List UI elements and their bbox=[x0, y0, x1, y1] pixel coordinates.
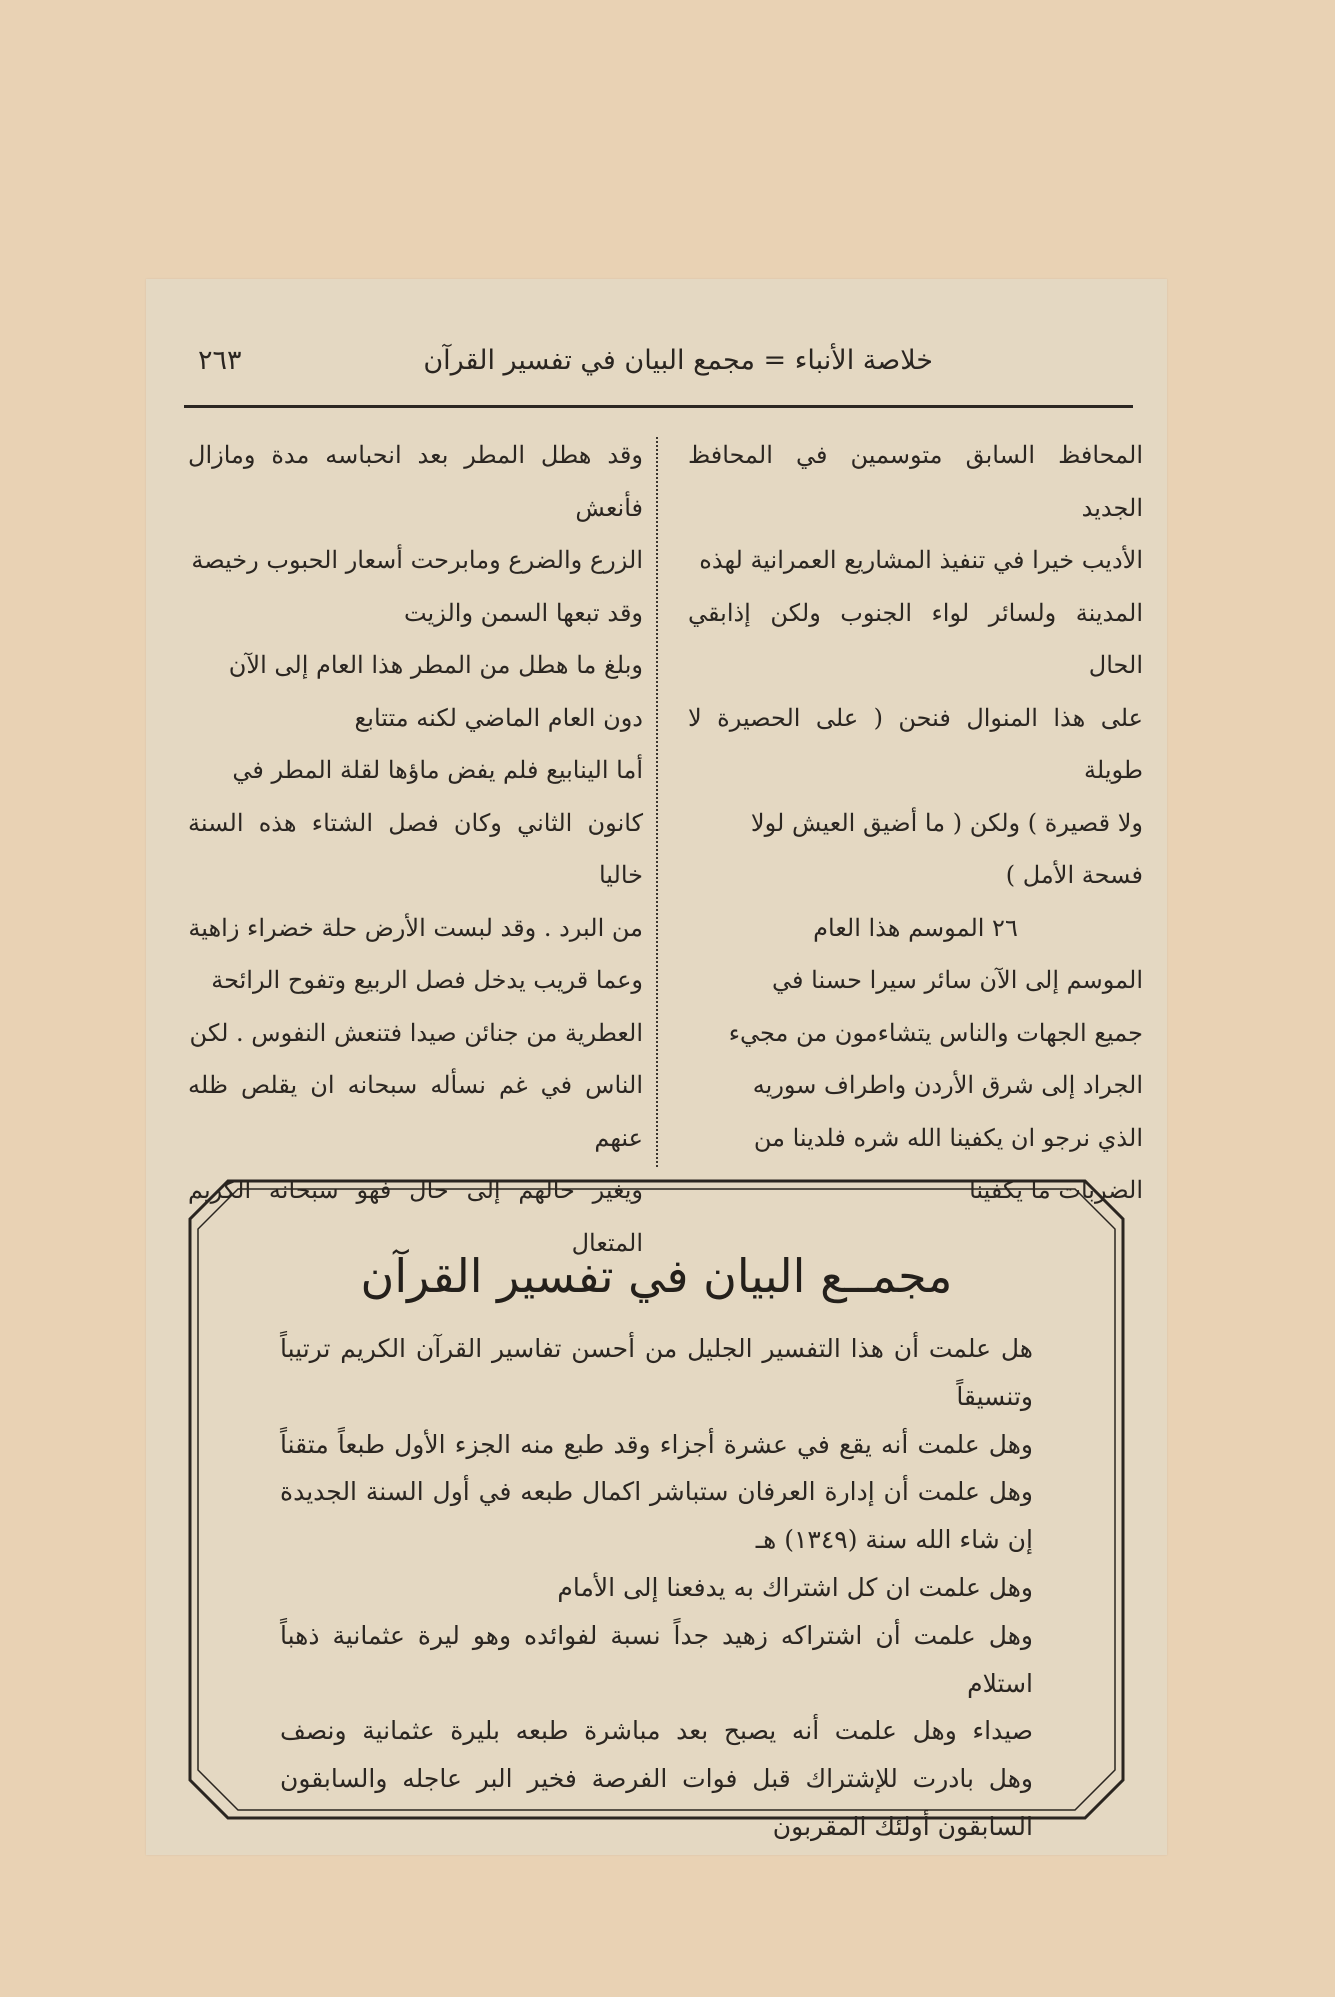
text-line: أما الينابيع فلم يفض ماؤها لقلة المطر في bbox=[232, 756, 643, 784]
text-line: فسحة الأمل ) bbox=[1005, 861, 1143, 889]
column-divider bbox=[656, 437, 658, 1167]
scanned-page bbox=[146, 279, 1167, 1855]
right-column bbox=[688, 429, 1143, 1217]
advertisement-box bbox=[188, 1179, 1125, 1841]
ad-line: وهل علمت أن إدارة العرفان ستباشر اكمال طبعه في أول السنة الجديدة bbox=[280, 1477, 1033, 1507]
text-line: الموسم إلى الآن سائر سيرا حسنا في bbox=[772, 966, 1143, 994]
text-line: وقد تبعها السمن والزيت bbox=[403, 598, 643, 627]
running-title: خلاصة الأنباء = مجمع البيان في تفسير القرآن bbox=[423, 345, 933, 376]
text-line: الضربات ما يكفينا bbox=[969, 1176, 1143, 1204]
ad-line: السابقون أولئك المقربون bbox=[772, 1811, 1033, 1841]
header-rule bbox=[184, 405, 1133, 408]
text-line: الجراد إلى شرق الأردن واطراف سوريه bbox=[752, 1071, 1143, 1099]
text-line: ويغير حالهم إلى حال فهو سبحانه الكريم المتعال bbox=[188, 1176, 643, 1257]
ad-line: هل علمت أن هذا التفسير الجليل من أحسن تفاسير القرآن الكريم ترتيباً وتنسيقاً bbox=[280, 1334, 1033, 1411]
section-heading: ٢٦ الموسم هذا العام bbox=[813, 913, 1018, 942]
text-line: المحافظ السابق متوسمين في المحافظ الجديد bbox=[688, 441, 1143, 522]
ad-line: وهل علمت أن اشتراكه زهيد جداً نسبة لفوائده وهو ليرة عثمانية ذهباً استلام bbox=[280, 1620, 1033, 1698]
advertisement-body bbox=[188, 1325, 1125, 1851]
page-number: ٢٦٣ bbox=[198, 345, 242, 376]
text-line: وبلغ ما هطل من المطر هذا العام إلى الآن bbox=[228, 651, 643, 679]
advertisement-title: مجمــع البيان في تفسير القرآن bbox=[360, 1249, 953, 1303]
ad-line: إن شاء الله سنة (١٣٤٩) هـ bbox=[755, 1525, 1033, 1555]
text-line: الذي نرجو ان يكفينا الله شره فلدينا من bbox=[753, 1123, 1143, 1152]
text-line: وقد هطل المطر بعد انحباسه مدة ومازال فأنعش bbox=[188, 441, 643, 522]
text-line: الأديب خيرا في تنفيذ المشاريع العمرانية لهذه bbox=[699, 546, 1143, 574]
text-line: ولا قصيرة ) ولكن ( ما أضيق العيش لولا bbox=[750, 808, 1143, 837]
ad-line: وهل علمت أنه يقع في عشرة أجزاء وقد طبع منه الجزء الأول طبعاً متقناً bbox=[280, 1429, 1033, 1459]
text-line: كانون الثاني وكان فصل الشتاء هذه السنة خاليا bbox=[188, 808, 643, 889]
text-line: وعما قريب يدخل فصل الربيع وتفوح الرائحة bbox=[211, 966, 643, 994]
left-column bbox=[188, 429, 643, 1269]
text-line: الناس في غم نسأله سبحانه ان يقلص ظله عنهم bbox=[188, 1071, 643, 1152]
ad-line: صيداء وهل علمت أنه يصبح بعد مباشرة طبعه بليرة عثمانية ونصف bbox=[280, 1716, 1033, 1746]
text-line: المدينة ولسائر لواء الجنوب ولكن إذابقي الحال bbox=[688, 598, 1143, 679]
text-line: دون العام الماضي لكنه متتابع bbox=[354, 703, 643, 732]
ad-line: وهل علمت ان كل اشتراك به يدفعنا إلى الأمام bbox=[557, 1572, 1033, 1602]
page-header bbox=[180, 341, 1133, 391]
ad-line: وهل بادرت للإشتراك قبل فوات الفرصة فخير البر عاجله والسابقون bbox=[280, 1764, 1033, 1794]
text-line: الزرع والضرع ومابرحت أسعار الحبوب رخيصة bbox=[191, 546, 643, 574]
text-line: على هذا المنوال فنحن ( على الحصيرة لا طويلة bbox=[688, 703, 1143, 784]
text-line: جميع الجهات والناس يتشاءمون من مجيء bbox=[728, 1018, 1143, 1047]
text-line: من البرد . وقد لبست الأرض حلة خضراء زاهية bbox=[188, 913, 643, 942]
text-line: العطرية من جنائن صيدا فتنعش النفوس . لكن bbox=[189, 1018, 643, 1047]
